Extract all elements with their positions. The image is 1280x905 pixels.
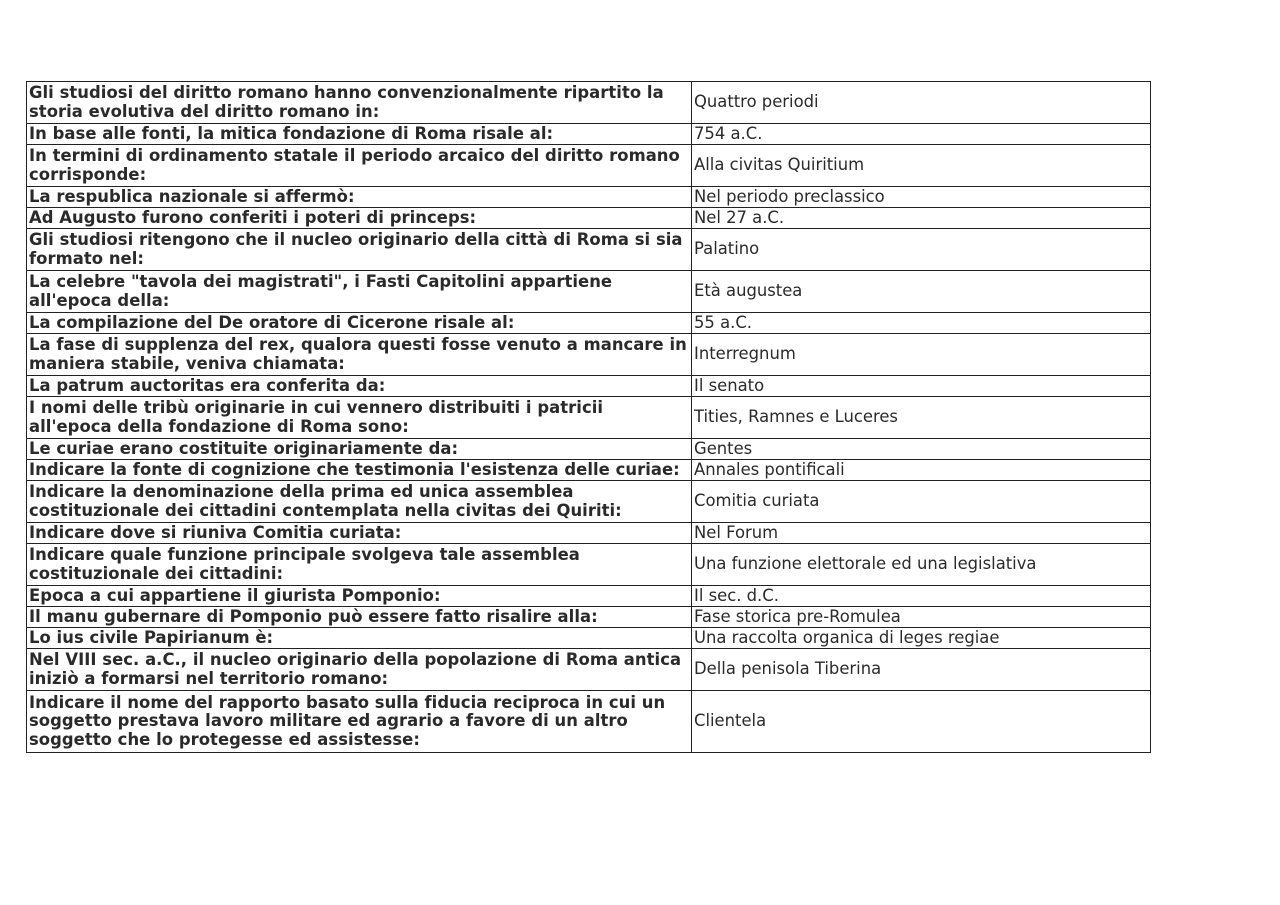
table-row	[27, 145, 1151, 187]
answer-cell: 754 a.C.	[692, 124, 1151, 145]
answer-cell: Comitia curiata	[692, 481, 1151, 523]
qa-sheet	[26, 81, 1150, 753]
answer-cell: Clientela	[692, 691, 1151, 753]
table-row	[27, 460, 1151, 481]
answer-cell: Il senato	[692, 376, 1151, 397]
table-row	[27, 481, 1151, 523]
table-row	[27, 334, 1151, 376]
table-row	[27, 397, 1151, 439]
answer-cell: Nel periodo preclassico	[692, 187, 1151, 208]
answer-cell: Fase storica pre-Romulea	[692, 607, 1151, 628]
question-cell: In base alle fonti, la mitica fondazione di Roma risale al:	[27, 124, 692, 145]
question-cell: Epoca a cui appartiene il giurista Pomponio:	[27, 586, 692, 607]
answer-cell: Palatino	[692, 229, 1151, 271]
question-cell: Indicare quale funzione principale svolgeva tale assemblea costituzionale dei cittadini:	[27, 544, 692, 586]
answer-cell: Quattro periodi	[692, 82, 1151, 124]
table-row	[27, 208, 1151, 229]
answer-cell: Età augustea	[692, 271, 1151, 313]
table-row	[27, 271, 1151, 313]
table-row	[27, 82, 1151, 124]
answer-cell: Tities, Ramnes e Luceres	[692, 397, 1151, 439]
question-cell: I nomi delle tribù originarie in cui vennero distribuiti i patricii all'epoca della fondazione di Roma sono:	[27, 397, 692, 439]
answer-cell: 55 a.C.	[692, 313, 1151, 334]
question-cell: Indicare dove si riuniva Comitia curiata:	[27, 523, 692, 544]
question-cell: Indicare la denominazione della prima ed unica assemblea costituzionale dei cittadini contemplata nella civitas dei Quiriti:	[27, 481, 692, 523]
question-cell: Indicare la fonte di cognizione che testimonia l'esistenza delle curiae:	[27, 460, 692, 481]
table-row	[27, 628, 1151, 649]
question-cell: Gli studiosi del diritto romano hanno convenzionalmente ripartito la storia evolutiva del diritto romano in:	[27, 82, 692, 124]
table-row	[27, 313, 1151, 334]
question-cell: La fase di supplenza del rex, qualora questi fosse venuto a mancare in maniera stabile, veniva chiamata:	[27, 334, 692, 376]
question-cell: La patrum auctoritas era conferita da:	[27, 376, 692, 397]
answer-cell: Nel 27 a.C.	[692, 208, 1151, 229]
question-cell: Nel VIII sec. a.C., il nucleo originario della popolazione di Roma antica iniziò a formarsi nel territorio romano:	[27, 649, 692, 691]
table-row	[27, 229, 1151, 271]
answer-cell: Della penisola Tiberina	[692, 649, 1151, 691]
table-row	[27, 376, 1151, 397]
table-row	[27, 649, 1151, 691]
table-row	[27, 607, 1151, 628]
answer-cell: Il sec. d.C.	[692, 586, 1151, 607]
table-row	[27, 691, 1151, 753]
question-cell: La respublica nazionale si affermò:	[27, 187, 692, 208]
answer-cell: Una raccolta organica di leges regiae	[692, 628, 1151, 649]
answer-cell: Nel Forum	[692, 523, 1151, 544]
question-cell: Indicare il nome del rapporto basato sulla fiducia reciproca in cui un soggetto prestava lavoro militare ed agrario a favore di un altro soggetto che lo protegesse ed assistesse:	[27, 691, 692, 753]
table-row	[27, 187, 1151, 208]
table-row	[27, 439, 1151, 460]
table-row	[27, 544, 1151, 586]
table-row	[27, 523, 1151, 544]
question-cell: Gli studiosi ritengono che il nucleo originario della città di Roma si sia formato nel:	[27, 229, 692, 271]
answer-cell: Alla civitas Quiritium	[692, 145, 1151, 187]
question-cell: Le curiae erano costituite originariamente da:	[27, 439, 692, 460]
qa-table	[26, 81, 1151, 753]
question-cell: Il manu gubernare di Pomponio può essere fatto risalire alla:	[27, 607, 692, 628]
answer-cell: Una funzione elettorale ed una legislativa	[692, 544, 1151, 586]
answer-cell: Interregnum	[692, 334, 1151, 376]
answer-cell: Annales pontificali	[692, 460, 1151, 481]
question-cell: La compilazione del De oratore di Cicerone risale al:	[27, 313, 692, 334]
answer-cell: Gentes	[692, 439, 1151, 460]
table-row	[27, 586, 1151, 607]
question-cell: La celebre "tavola dei magistrati", i Fasti Capitolini appartiene all'epoca della:	[27, 271, 692, 313]
question-cell: Ad Augusto furono conferiti i poteri di princeps:	[27, 208, 692, 229]
question-cell: Lo ius civile Papirianum è:	[27, 628, 692, 649]
table-row	[27, 124, 1151, 145]
question-cell: In termini di ordinamento statale il periodo arcaico del diritto romano corrisponde:	[27, 145, 692, 187]
